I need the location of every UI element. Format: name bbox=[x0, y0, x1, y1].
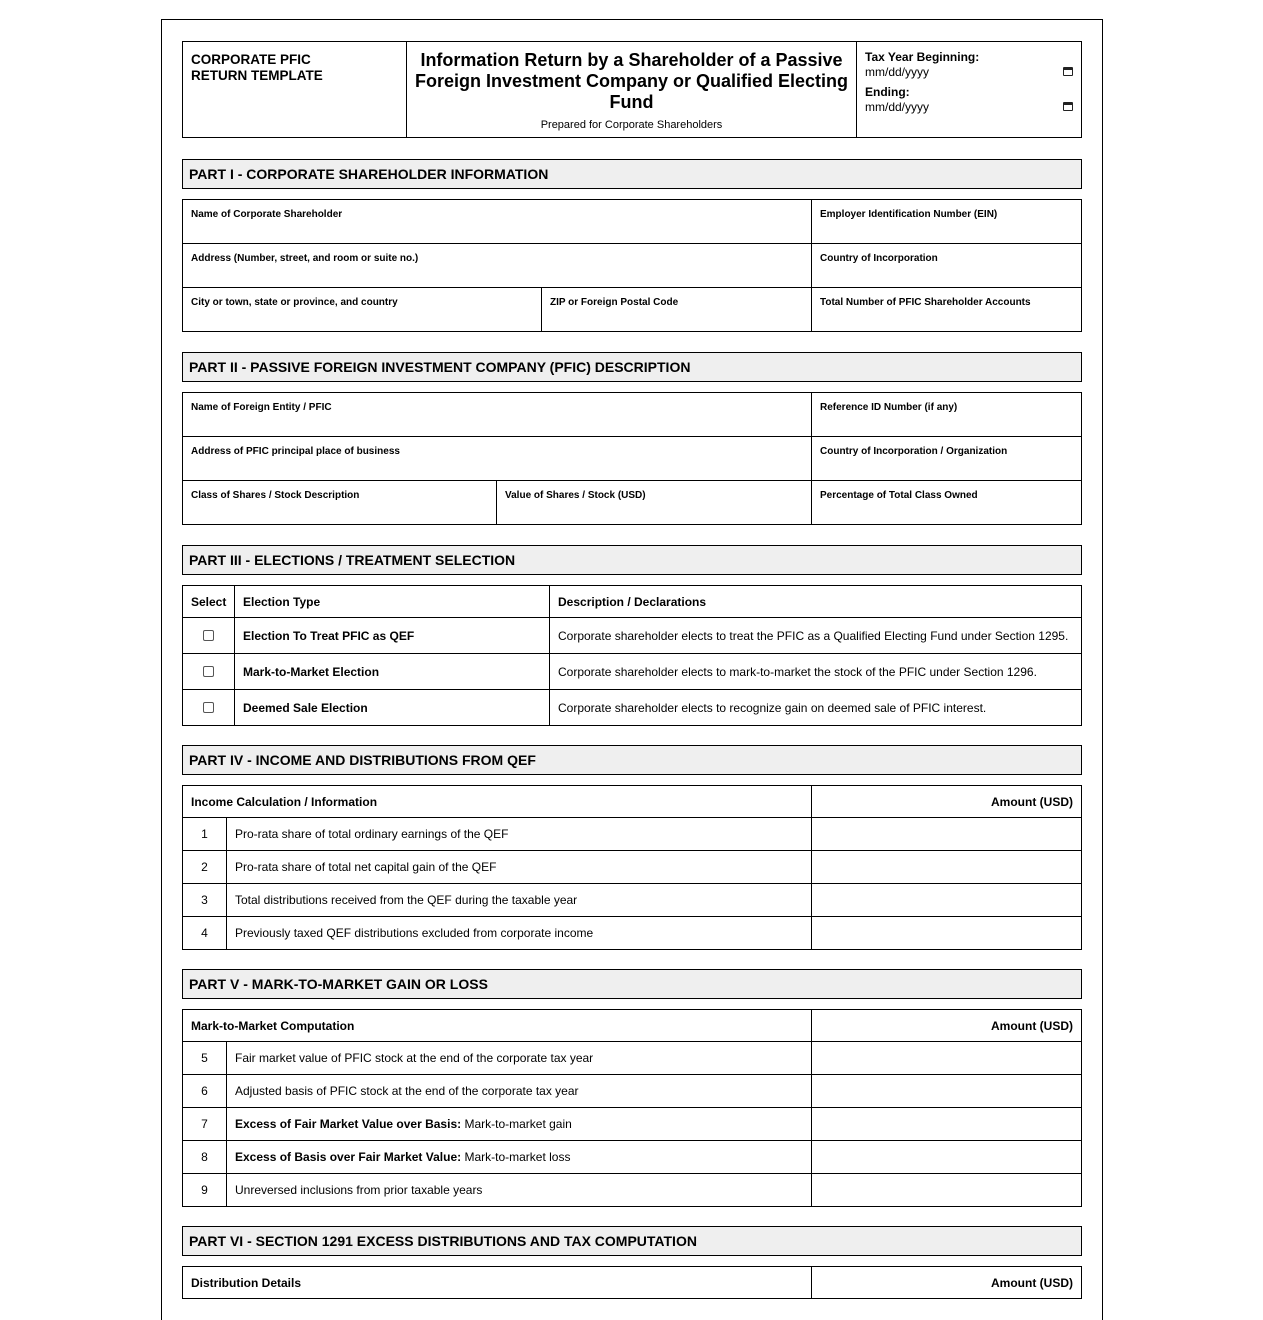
election-row bbox=[183, 618, 1082, 654]
form-title-block bbox=[407, 42, 857, 137]
line-description: Total distributions received from the QEF during the taxable year bbox=[227, 884, 812, 917]
field-label: Total Number of PFIC Shareholder Accounts bbox=[820, 297, 1031, 308]
distribution-table-wrap bbox=[182, 1266, 1082, 1299]
line-description: Fair market value of PFIC stock at the end of the corporate tax year bbox=[227, 1042, 812, 1075]
col-mtm-info: Mark-to-Market Computation bbox=[183, 1010, 812, 1042]
col-amount: Amount (USD) bbox=[812, 786, 1082, 818]
field-label: ZIP or Foreign Postal Code bbox=[550, 297, 679, 308]
line-description: Pro-rata share of total ordinary earnings of the QEF bbox=[227, 818, 812, 851]
line-number: 1 bbox=[183, 818, 227, 851]
table-row bbox=[183, 818, 1082, 851]
line-number: 5 bbox=[183, 1042, 227, 1075]
pfic-address-field[interactable] bbox=[183, 437, 812, 480]
field-label: Name of Corporate Shareholder bbox=[191, 209, 343, 220]
qef-income-table bbox=[182, 785, 1082, 950]
amount-input[interactable] bbox=[812, 1174, 1082, 1207]
line-description: Pro-rata share of total net capital gain of the QEF bbox=[227, 851, 812, 884]
form-page bbox=[161, 19, 1103, 1320]
amount-input[interactable] bbox=[812, 1075, 1082, 1108]
field-label: Country of Incorporation bbox=[820, 253, 938, 264]
amount-input[interactable] bbox=[812, 884, 1082, 917]
field-label: Value of Shares / Stock (USD) bbox=[505, 490, 646, 501]
field-label: City or town, state or province, and country bbox=[191, 297, 398, 308]
qef-election-checkbox[interactable] bbox=[203, 630, 214, 641]
form-header bbox=[182, 41, 1082, 138]
line-description: Previously taxed QEF distributions excluded from corporate income bbox=[227, 917, 812, 950]
elections-table-wrap bbox=[182, 585, 1082, 726]
tax-year-beginning-label: Tax Year Beginning: bbox=[865, 50, 980, 64]
date-placeholder: mm/dd/yyyy bbox=[865, 99, 930, 114]
col-description: Description / Declarations bbox=[550, 586, 1082, 618]
line-description: Unreversed inclusions from prior taxable years bbox=[227, 1174, 812, 1207]
line-description: Adjusted basis of PFIC stock at the end of the corporate tax year bbox=[227, 1075, 812, 1108]
col-election-type: Election Type bbox=[235, 586, 550, 618]
part1-fields bbox=[182, 199, 1082, 332]
part3-heading: PART III - ELECTIONS / TREATMENT SELECTION bbox=[182, 545, 1082, 575]
deemed-sale-checkbox[interactable] bbox=[203, 702, 214, 713]
amount-input[interactable] bbox=[812, 1108, 1082, 1141]
part6-heading: PART VI - SECTION 1291 EXCESS DISTRIBUTIONS AND TAX COMPUTATION bbox=[182, 1226, 1082, 1256]
table-row bbox=[183, 1174, 1082, 1207]
ending-label: Ending: bbox=[865, 85, 910, 99]
part4-heading: PART IV - INCOME AND DISTRIBUTIONS FROM QEF bbox=[182, 745, 1082, 775]
reference-id-field[interactable] bbox=[812, 393, 1081, 436]
table-row bbox=[183, 851, 1082, 884]
tax-year-beginning-input[interactable] bbox=[865, 64, 1073, 79]
elections-table bbox=[182, 585, 1082, 726]
tax-year-block bbox=[857, 42, 1081, 137]
amount-input[interactable] bbox=[812, 818, 1082, 851]
line-number: 6 bbox=[183, 1075, 227, 1108]
col-select: Select bbox=[183, 586, 235, 618]
line-number: 2 bbox=[183, 851, 227, 884]
election-description: Corporate shareholder elects to mark-to-market the stock of the PFIC under Section 1296. bbox=[550, 654, 1082, 690]
distribution-table bbox=[182, 1266, 1082, 1299]
field-label: Address of PFIC principal place of business bbox=[191, 446, 400, 457]
mtm-election-checkbox[interactable] bbox=[203, 666, 214, 677]
accounts-field[interactable] bbox=[812, 288, 1081, 331]
col-distribution-details: Distribution Details bbox=[183, 1267, 812, 1299]
table-row bbox=[183, 917, 1082, 950]
election-description: Corporate shareholder elects to recognize gain on deemed sale of PFIC interest. bbox=[550, 690, 1082, 726]
election-description: Corporate shareholder elects to treat the PFIC as a Qualified Electing Fund under Section 1295. bbox=[550, 618, 1082, 654]
city-field[interactable] bbox=[183, 288, 542, 331]
template-label: CORPORATE PFIC RETURN TEMPLATE bbox=[183, 42, 407, 137]
table-row bbox=[183, 1075, 1082, 1108]
field-label: Name of Foreign Entity / PFIC bbox=[191, 402, 332, 413]
amount-input[interactable] bbox=[812, 1042, 1082, 1075]
election-type: Mark-to-Market Election bbox=[235, 654, 550, 690]
col-income-info: Income Calculation / Information bbox=[183, 786, 812, 818]
table-row bbox=[183, 884, 1082, 917]
line-description: Excess of Fair Market Value over Basis: Mark-to-market gain bbox=[227, 1108, 812, 1141]
part5-heading: PART V - MARK-TO-MARKET GAIN OR LOSS bbox=[182, 969, 1082, 999]
zip-field[interactable] bbox=[542, 288, 812, 331]
qef-income-table-wrap bbox=[182, 785, 1082, 950]
line-number: 8 bbox=[183, 1141, 227, 1174]
shareholder-name-field[interactable] bbox=[183, 200, 812, 243]
election-row bbox=[183, 690, 1082, 726]
part2-heading: PART II - PASSIVE FOREIGN INVESTMENT COMPANY (PFIC) DESCRIPTION bbox=[182, 352, 1082, 382]
line-number: 3 bbox=[183, 884, 227, 917]
field-label: Percentage of Total Class Owned bbox=[820, 490, 978, 501]
field-label: Employer Identification Number (EIN) bbox=[820, 209, 998, 220]
form-subtitle: Prepared for Corporate Shareholders bbox=[540, 119, 723, 131]
pfic-name-field[interactable] bbox=[183, 393, 812, 436]
field-label: Address (Number, street, and room or suite no.) bbox=[191, 253, 419, 264]
ein-field[interactable] bbox=[812, 200, 1081, 243]
calendar-icon[interactable] bbox=[1063, 102, 1073, 111]
field-label: Country of Incorporation / Organization bbox=[820, 446, 1008, 457]
field-label: Reference ID Number (if any) bbox=[820, 402, 958, 413]
mtm-table bbox=[182, 1009, 1082, 1207]
line-description: Excess of Basis over Fair Market Value: Mark-to-market loss bbox=[227, 1141, 812, 1174]
line-number: 4 bbox=[183, 917, 227, 950]
mtm-table-wrap bbox=[182, 1009, 1082, 1207]
pfic-country-field[interactable] bbox=[812, 437, 1081, 480]
field-label: Class of Shares / Stock Description bbox=[191, 490, 360, 501]
shareholder-address-field[interactable] bbox=[183, 244, 812, 287]
table-row bbox=[183, 1042, 1082, 1075]
election-type: Election To Treat PFIC as QEF bbox=[235, 618, 550, 654]
col-amount: Amount (USD) bbox=[812, 1267, 1082, 1299]
share-class-field[interactable] bbox=[183, 481, 497, 524]
table-row bbox=[183, 1108, 1082, 1141]
part1-heading: PART I - CORPORATE SHAREHOLDER INFORMATION bbox=[182, 159, 1082, 189]
percentage-owned-field[interactable] bbox=[812, 481, 1081, 524]
amount-input[interactable] bbox=[812, 1141, 1082, 1174]
part2-fields bbox=[182, 392, 1082, 525]
calendar-icon[interactable] bbox=[1063, 67, 1073, 76]
col-amount: Amount (USD) bbox=[812, 1010, 1082, 1042]
country-incorporation-field[interactable] bbox=[812, 244, 1081, 287]
table-row bbox=[183, 1141, 1082, 1174]
share-value-field[interactable] bbox=[497, 481, 812, 524]
amount-input[interactable] bbox=[812, 851, 1082, 884]
tax-year-ending-input[interactable] bbox=[865, 99, 1073, 114]
election-row bbox=[183, 654, 1082, 690]
line-number: 7 bbox=[183, 1108, 227, 1141]
date-placeholder: mm/dd/yyyy bbox=[865, 64, 930, 79]
amount-input[interactable] bbox=[812, 917, 1082, 950]
election-type: Deemed Sale Election bbox=[235, 690, 550, 726]
form-title: Information Return by a Shareholder of a Passive Foreign Investment Company or Qualified Electing Fund bbox=[414, 50, 849, 112]
line-number: 9 bbox=[183, 1174, 227, 1207]
